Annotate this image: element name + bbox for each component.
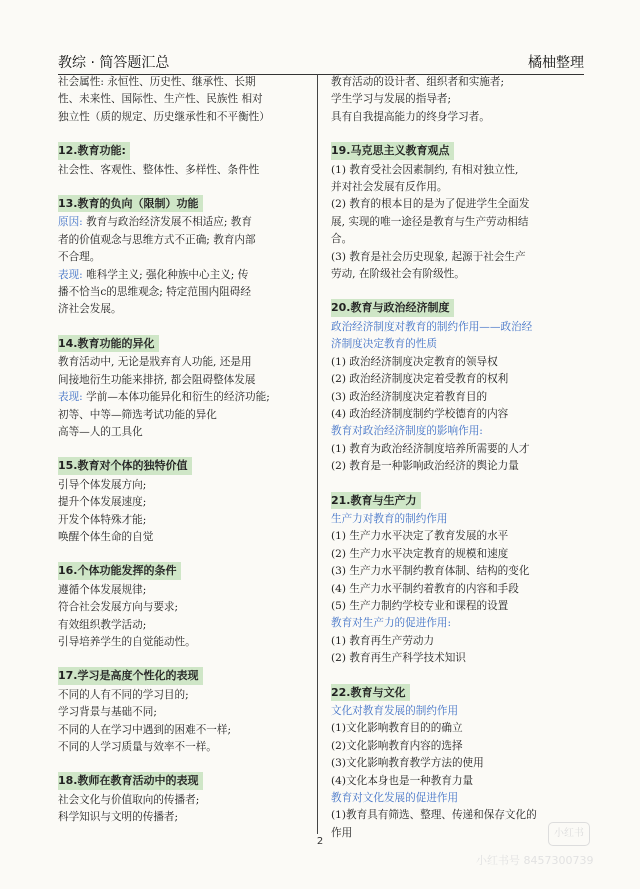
right-column: [331, 74, 581, 858]
text-line: [331, 231, 581, 248]
text-line: [331, 458, 581, 475]
text-line: [58, 494, 308, 511]
text-line: [331, 371, 581, 388]
text-line: [331, 738, 581, 755]
section: [331, 142, 581, 283]
text-line: [58, 599, 308, 616]
section: [58, 667, 308, 756]
text-line: [58, 354, 308, 371]
text-line: [331, 196, 581, 213]
text-line: [58, 477, 308, 494]
line-text: 不合理。: [58, 251, 101, 264]
text-line: [58, 704, 308, 721]
text-line: [331, 650, 581, 667]
text-line: [331, 581, 581, 598]
text-line: [331, 406, 581, 423]
line-text: 科学知识与文明的传播者;: [58, 811, 179, 824]
text-line: [58, 687, 308, 704]
line-text: (5) 生产力制约学校专业和课程的设置: [331, 599, 509, 612]
section: [331, 684, 581, 843]
line-text: 不同的人学习质量与效率不一样。: [58, 741, 217, 753]
left-column: [58, 74, 308, 843]
line-text: (2) 生产力水平决定教育的规模和速度: [331, 547, 509, 560]
subheading: 济制度决定教育的性质: [331, 338, 437, 351]
text-line: [331, 109, 581, 126]
column-divider: [317, 74, 318, 834]
line-text: (4) 生产力水平制约着教育的内容和手段: [331, 582, 519, 595]
line-text: 社会属性: 永恒性、历史性、继承性、长期: [58, 76, 256, 88]
section: [58, 142, 308, 179]
text-line: [331, 91, 581, 108]
line-text: 济社会发展。: [58, 303, 122, 316]
line-text: 性、未来性、国际性、生产性、民族性 相对: [58, 93, 263, 106]
section: [331, 74, 581, 126]
section-title: 15.教育对个体的独特价值: [58, 457, 192, 474]
text-line: [58, 529, 308, 546]
line-text: 引导个体发展方向;: [58, 478, 147, 491]
page-header: [58, 52, 584, 75]
text-line: [58, 162, 308, 179]
line-text: 遵循个体发展规律;: [58, 583, 147, 596]
text-line: [331, 266, 581, 283]
section: [58, 457, 308, 546]
text-line: [58, 739, 308, 756]
line-text: (2) 教育是一种影响政治经济的舆论力量: [331, 460, 519, 473]
line-text: (1) 教育为政治经济制度培养所需要的人才: [331, 442, 530, 455]
section-title: 18.教师在教育活动中的表现: [58, 772, 203, 789]
line-text: 学生学习与发展的指导者;: [331, 93, 452, 106]
text-line: [58, 284, 308, 301]
line-text: 社会文化与价值取向的传播者;: [58, 793, 200, 806]
section: [58, 772, 308, 826]
text-line: [331, 319, 581, 336]
line-text: 高等—人的工具化: [58, 425, 143, 438]
subheading: 生产力对教育的制约作用: [331, 512, 448, 525]
section-title: 13.教育的负向（限制）功能: [58, 195, 203, 212]
line-text: 学前—本体功能异化和衍生的经济功能;: [82, 391, 270, 404]
watermark-logo: 小红书: [548, 822, 590, 846]
line-text: 教育活动中, 无论是戕弃育人功能, 还是用: [58, 356, 252, 369]
line-text: (1)教育具有筛选、整理、传递和保存文化的: [331, 809, 537, 822]
line-text: (1) 教育受社会因素制约, 有相对独立性,: [331, 163, 519, 176]
text-line: [58, 91, 308, 108]
text-line: [58, 722, 308, 739]
section-title: 17.学习是高度个性化的表现: [58, 667, 203, 684]
line-text: (4) 政治经济制度制约学校德育的内容: [331, 407, 509, 420]
page-number: 2: [316, 836, 324, 847]
section-title: 19.马克思主义教育观点: [331, 142, 454, 159]
line-text: (1) 政治经济制度决定教育的领导权: [331, 355, 498, 368]
text-line: [331, 162, 581, 179]
line-text: (2) 政治经济制度决定着受教育的权利: [331, 373, 509, 386]
text-line: [331, 336, 581, 353]
keyword-label: 表现:: [58, 268, 83, 281]
line-text: 教育活动的设计者、组织者和实施者;: [331, 76, 505, 88]
line-text: 唯科学主义; 强化种族中心主义; 传: [82, 268, 249, 281]
text-line: [331, 546, 581, 563]
text-line: [331, 74, 581, 91]
text-line: [58, 617, 308, 634]
line-text: 提升个体发展速度;: [58, 496, 147, 509]
header-author: 橘柚整理: [528, 55, 584, 71]
section-title: 14.教育功能的异化: [58, 335, 159, 352]
text-line: [58, 512, 308, 529]
line-text: 有效组织教学活动;: [58, 618, 147, 631]
text-line: [58, 389, 308, 406]
section-title: 22.教育与文化: [331, 684, 410, 701]
text-line: [331, 755, 581, 772]
line-text: 间接地衍生功能来排挤, 都会阻碍整体发展: [58, 373, 256, 386]
line-text: 不同的人在学习中遇到的困难不一样;: [58, 723, 232, 736]
text-line: [58, 809, 308, 826]
line-text: (2)文化影响教育内容的选择: [331, 739, 463, 752]
text-line: [58, 407, 308, 424]
section: [331, 299, 581, 475]
section: [58, 335, 308, 441]
text-line: [331, 563, 581, 580]
line-text: (1) 教育再生产劳动力: [331, 634, 435, 647]
text-line: [58, 249, 308, 266]
line-text: (3) 政治经济制度决定着教育目的: [331, 390, 488, 403]
line-text: (4)文化本身也是一种教育力量: [331, 774, 474, 787]
section: [58, 74, 308, 126]
text-line: [58, 582, 308, 599]
text-line: [331, 249, 581, 266]
text-line: [331, 354, 581, 371]
line-text: 并对社会发展有反作用。: [331, 181, 448, 194]
line-text: 具有自我提高能力的终身学习者。: [331, 110, 490, 123]
text-line: [331, 214, 581, 231]
line-text: 合。: [331, 233, 353, 246]
subheading: 教育对文化发展的促进作用: [331, 792, 459, 805]
text-line: [58, 634, 308, 651]
line-text: 开发个体特殊才能;: [58, 513, 147, 526]
text-line: [331, 790, 581, 807]
line-text: (2) 教育的根本目的是为了促进学生全面发: [331, 198, 530, 211]
text-line: [58, 301, 308, 318]
subheading: 政治经济制度对教育的制约作用——政治经: [331, 320, 533, 333]
text-line: [331, 633, 581, 650]
line-text: (1) 生产力水平决定了教育发展的水平: [331, 530, 509, 543]
section-title: 20.教育与政治经济制度: [331, 299, 454, 316]
line-text: 展, 实现的唯一途径是教育与生产劳动相结: [331, 215, 529, 228]
text-line: [331, 720, 581, 737]
text-line: [58, 372, 308, 389]
line-text: (1)文化影响教育目的的确立: [331, 722, 463, 735]
line-text: 引导培养学生的自觉能动性。: [58, 635, 196, 648]
watermark-text: 小红书号 8457300739: [476, 854, 594, 867]
text-line: [331, 179, 581, 196]
line-text: (3) 生产力水平制约教育体制、结构的变化: [331, 565, 530, 578]
section-title: 12.教育功能:: [58, 142, 130, 159]
header-title: 教综 · 简答题汇总: [58, 55, 170, 71]
text-line: [58, 267, 308, 284]
line-text: 独立性（质的规定、历史继承性和不平衡性）: [58, 110, 270, 123]
subheading: 教育对政治经济制度的影响作用:: [331, 425, 483, 438]
text-line: [331, 703, 581, 720]
line-text: (3) 教育是社会历史现象, 起源于社会生产: [331, 250, 526, 263]
line-text: 学习背景与基础不同;: [58, 706, 157, 719]
line-text: 符合社会发展方向与要求;: [58, 601, 179, 614]
subheading: 教育对生产力的促进作用:: [331, 617, 452, 630]
text-line: [58, 792, 308, 809]
line-text: 社会性、客观性、整体性、多样性、条件性: [58, 163, 260, 176]
text-line: [331, 807, 581, 824]
section-title: 16.个体功能发挥的条件: [58, 562, 181, 579]
line-text: 初等、中等—筛选考试功能的异化: [58, 408, 217, 421]
line-text: 者的价值观念与思维方式不正确; 教育内部: [58, 233, 256, 246]
subheading: 文化对教育发展的制约作用: [331, 705, 459, 717]
section: [58, 562, 308, 651]
text-line: [58, 232, 308, 249]
keyword-label: 原因:: [58, 216, 83, 229]
text-line: [58, 74, 308, 91]
text-line: [331, 511, 581, 528]
section: [58, 195, 308, 319]
text-line: [331, 598, 581, 615]
line-text: (3)文化影响教育教学方法的使用: [331, 757, 484, 770]
text-line: [331, 528, 581, 545]
line-text: 教育与政治经济发展不相适应; 教育: [82, 216, 252, 229]
line-text: 作用: [331, 826, 353, 839]
line-text: 唤醒个体生命的自觉: [58, 530, 154, 543]
text-line: [58, 424, 308, 441]
text-line: [331, 441, 581, 458]
section: [331, 492, 581, 668]
text-line: [58, 214, 308, 231]
line-text: 不同的人有不同的学习目的;: [58, 688, 189, 701]
section-title: 21.教育与生产力: [331, 492, 421, 509]
line-text: 播不恰当c的思维观念; 特定范围内阻碍经: [58, 286, 251, 299]
line-text: 劳动, 在阶级社会有阶级性。: [331, 268, 465, 281]
text-line: [331, 389, 581, 406]
text-line: [331, 423, 581, 440]
keyword-label: 表现:: [58, 391, 83, 404]
text-line: [58, 109, 308, 126]
text-line: [331, 773, 581, 790]
text-line: [331, 615, 581, 632]
line-text: (2) 教育再生产科学技术知识: [331, 652, 466, 665]
